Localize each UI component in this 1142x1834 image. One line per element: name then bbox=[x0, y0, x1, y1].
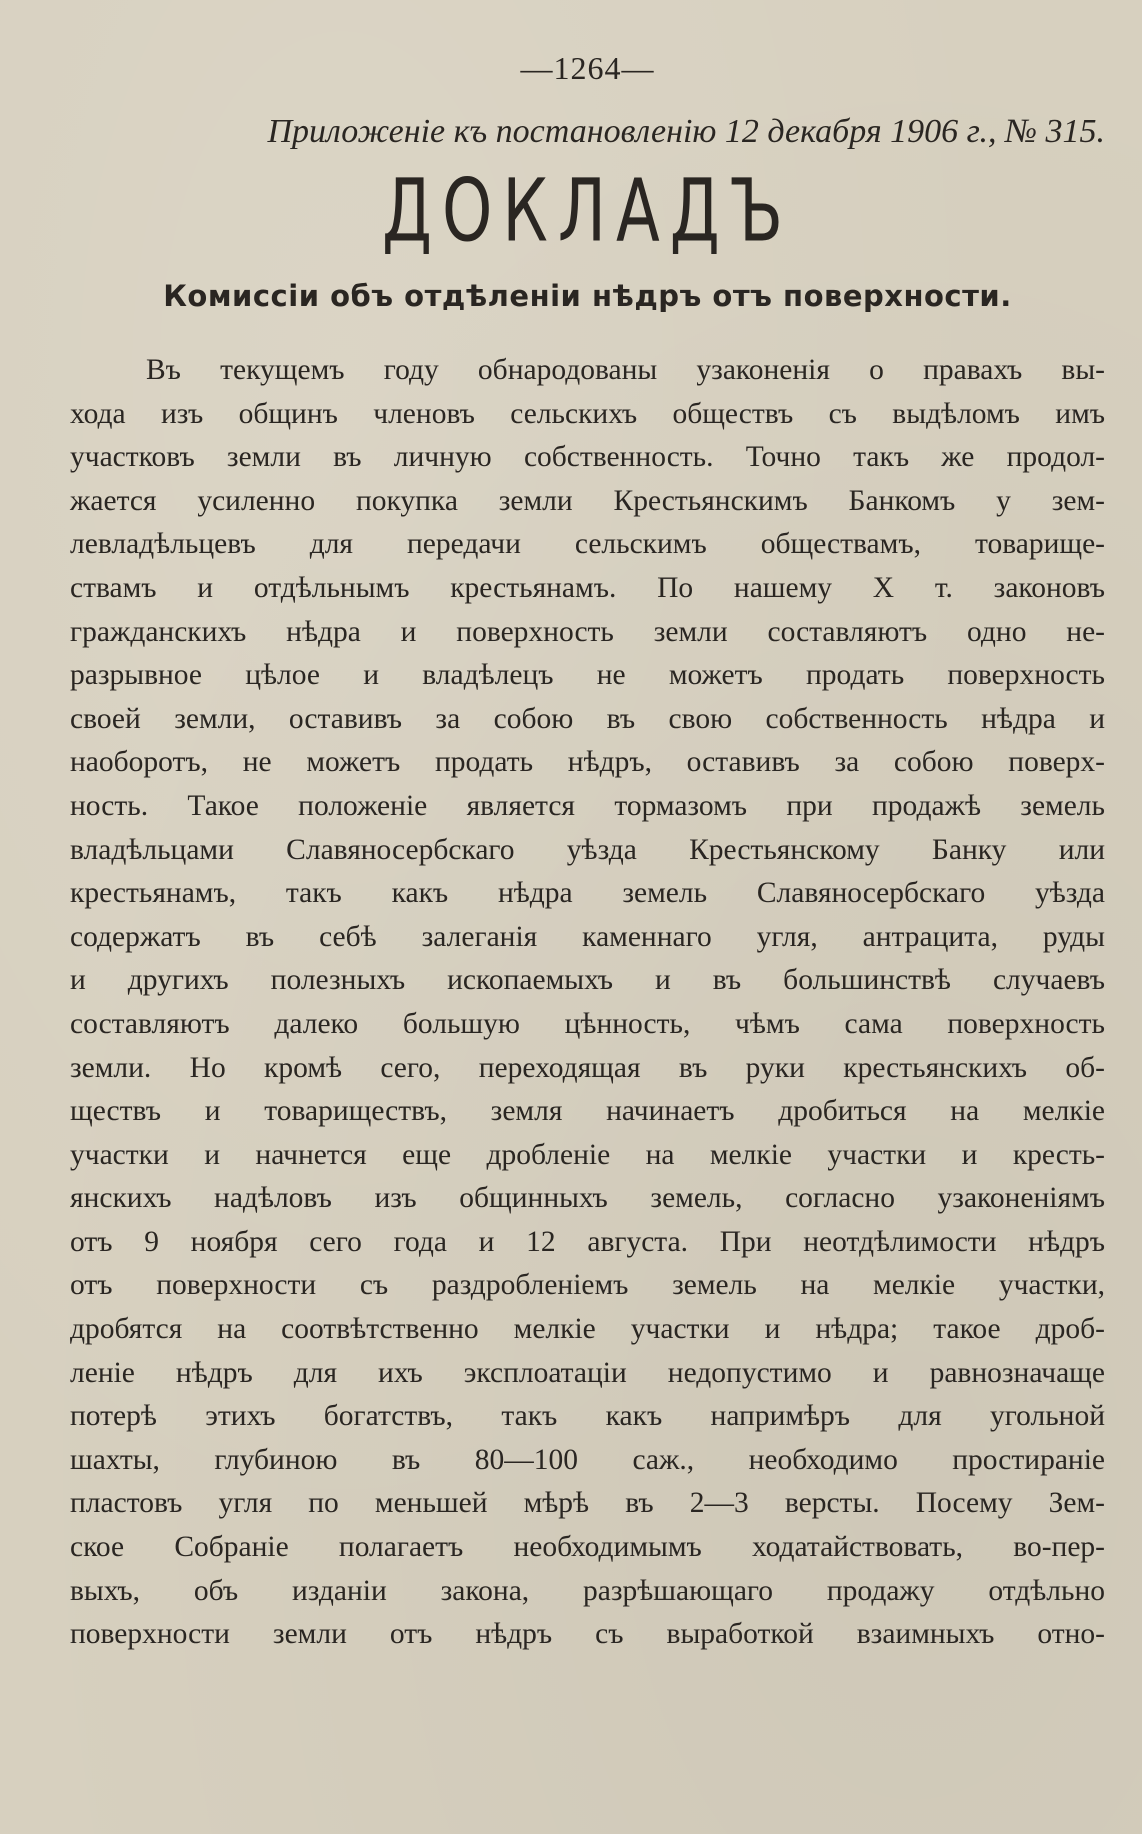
body-line: участковъ земли въ личную собственность. Точно такъ же продол- bbox=[70, 441, 1105, 474]
body-line: поверхности земли отъ нѣдръ съ выработкой взаимныхъ отно- bbox=[70, 1618, 1105, 1651]
body-line: дробятся на соотвѣтственно мелкіе участки и нѣдра; такое дроб- bbox=[70, 1313, 1105, 1346]
document-title: ДОКЛАДЪ bbox=[382, 162, 793, 262]
body-line: жается усиленно покупка земли Крестьянскимъ Банкомъ у зем- bbox=[70, 484, 1105, 517]
body-line: потерѣ этихъ богатствъ, такъ какъ напримѣръ для угольной bbox=[70, 1400, 1105, 1433]
body-line: ществъ и товариществъ, земля начинаетъ дробиться на мелкіе bbox=[70, 1095, 1105, 1128]
body-line: ность. Такое положеніе является тормазомъ при продажѣ земель bbox=[70, 789, 1105, 822]
document-subtitle: Комиссіи объ отдѣленіи нѣдръ отъ поверхности. bbox=[163, 279, 1012, 313]
body-line: земли. Но кромѣ сего, переходящая въ руки крестьянскихъ об- bbox=[70, 1051, 1105, 1084]
body-line: составляютъ далеко большую цѣнность, чѣмъ сама поверхность bbox=[70, 1007, 1105, 1040]
body-line: выхъ, объ изданіи закона, разрѣшающаго продажу отдѣльно bbox=[70, 1574, 1105, 1607]
body-line: своей земли, оставивъ за собою въ свою собственность нѣдра и bbox=[70, 702, 1105, 735]
body-line: Въ текущемъ году обнародованы узаконенія о правахъ вы- bbox=[146, 354, 1105, 386]
body-line: участки и начнется еще дробленіе на мелкіе участки и кресть- bbox=[70, 1138, 1105, 1171]
body-line: левладѣльцевъ для передачи сельскимъ обществамъ, товарище- bbox=[70, 528, 1105, 561]
body-line: и другихъ полезныхъ ископаемыхъ и въ большинствѣ случаевъ bbox=[70, 964, 1105, 997]
body-text bbox=[70, 349, 1105, 1657]
appendix-line: Приложеніе къ постановленію 12 декабря 1906 г., № 315. bbox=[267, 113, 1105, 150]
body-line: шахты, глубиною въ 80—100 саж., необходимо простираніе bbox=[70, 1443, 1105, 1476]
body-line: ское Собраніе полагаетъ необходимымъ ходатайствовать, во-пер- bbox=[70, 1531, 1105, 1564]
body-line: пластовъ угля по меньшей мѣрѣ въ 2—3 версты. Посему Зем- bbox=[70, 1487, 1105, 1520]
body-line: владѣльцами Славяносербскаго уѣзда Крестьянскому Банку или bbox=[70, 833, 1105, 866]
body-line: содержатъ въ себѣ залеганія каменнаго угля, антрацита, руды bbox=[70, 920, 1105, 953]
body-line: отъ 9 ноября сего года и 12 августа. При неотдѣлимости нѣдръ bbox=[70, 1225, 1105, 1258]
body-line: крестьянамъ, такъ какъ нѣдра земель Славяносербскаго уѣзда bbox=[70, 877, 1105, 910]
body-line: отъ поверхности съ раздробленіемъ земель на мелкіе участки, bbox=[70, 1269, 1105, 1302]
page-number: —1264— bbox=[520, 50, 655, 86]
body-line: гражданскихъ нѣдра и поверхность земли составляютъ одно не- bbox=[70, 615, 1105, 648]
page-content bbox=[70, 40, 1105, 1657]
body-line: хода изъ общинъ членовъ сельскихъ обществъ съ выдѣломъ имъ bbox=[70, 397, 1105, 430]
body-line: ствамъ и отдѣльнымъ крестьянамъ. По нашему X т. законовъ bbox=[70, 571, 1105, 604]
body-line: янскихъ надѣловъ изъ общинныхъ земель, согласно узаконеніямъ bbox=[70, 1182, 1105, 1215]
body-line: разрывное цѣлое и владѣлецъ не можетъ продать поверхность bbox=[70, 659, 1105, 692]
body-line: леніе нѣдръ для ихъ эксплоатаціи недопустимо и равнозначаще bbox=[70, 1356, 1105, 1389]
body-line: наоборотъ, не можетъ продать нѣдръ, оставивъ за собою поверх- bbox=[70, 746, 1105, 779]
